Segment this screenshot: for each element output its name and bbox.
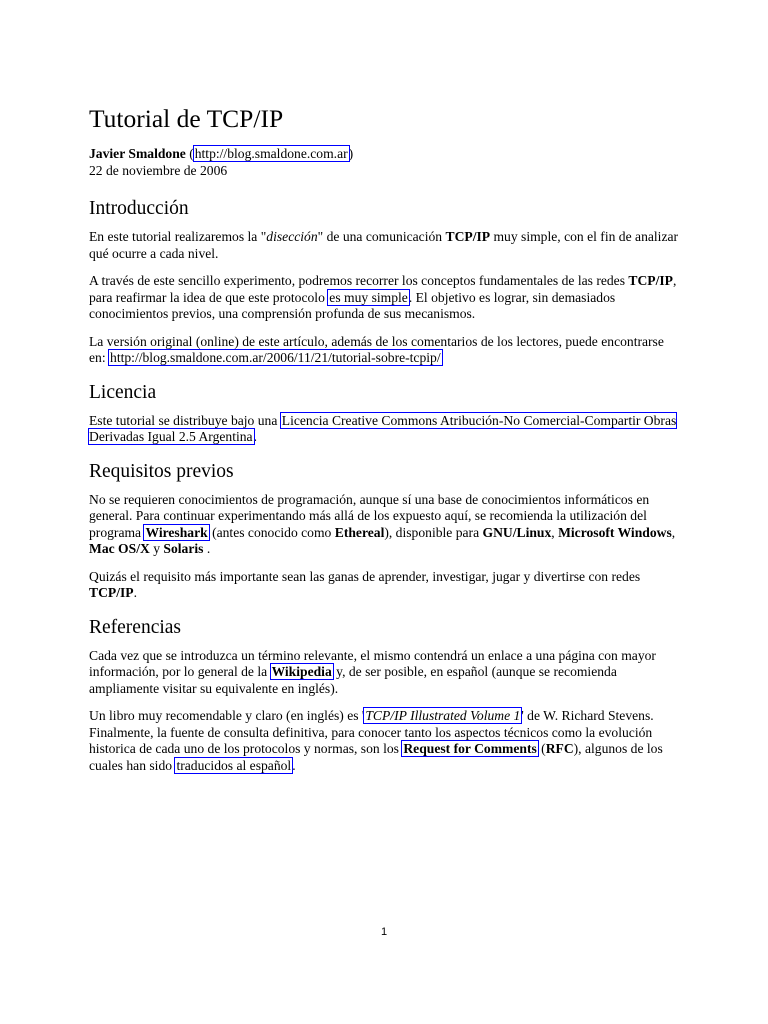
section-referencias xyxy=(89,616,679,775)
bold-solaris: Solaris xyxy=(163,541,204,556)
heading-introduccion: Introducción xyxy=(89,198,189,219)
page-number: 1 xyxy=(380,926,388,938)
text-run: . xyxy=(292,757,296,773)
text-run: , xyxy=(551,524,559,540)
es-muy-simple-link[interactable]: es muy simple xyxy=(329,289,408,305)
section-licencia xyxy=(89,381,679,446)
text-run: y, de ser posible, en español (aunque se recomienda ampliamente visitar su equivalente en inglés). xyxy=(89,664,617,696)
author-blog-link[interactable]: http://blog.smaldone.com.ar xyxy=(194,146,348,161)
bold-microsoft-windows: Microsoft Windows xyxy=(558,524,672,540)
text-run: , xyxy=(671,524,676,540)
intro-paragraph-3 xyxy=(89,334,679,367)
text-run: , para reafirmar la idea de que este protocolo xyxy=(89,273,677,305)
text-run: La versión original (online) de este artículo, además de los comentarios de los lectores, puede encontrarse en: xyxy=(89,333,664,365)
original-article-link[interactable]: http://blog.smaldone.com.ar/2006/11/21/tutorial-sobre-tcpip/ xyxy=(110,350,441,365)
heading-requisitos-previos: Requisitos previos xyxy=(89,460,234,482)
text-run: Este tutorial se distribuye bajo una xyxy=(89,412,281,428)
tcpip-illustrated-link-label: TCP/IP Illustrated Volume 1 xyxy=(365,708,521,723)
text-run: y xyxy=(149,541,164,556)
bold-tcpip: TCP/IP xyxy=(628,273,673,288)
author-open-paren: ( xyxy=(185,146,194,161)
author-close-paren: ) xyxy=(348,146,354,161)
wireshark-link[interactable] xyxy=(144,525,208,540)
wireshark-link-label: Wireshark xyxy=(145,524,208,540)
traducidos-al-espanol-link[interactable]: traducidos al español xyxy=(176,757,292,773)
heading-referencias: Referencias xyxy=(89,616,182,638)
request-for-comments-link[interactable] xyxy=(402,741,537,756)
text-run: ( xyxy=(537,741,546,756)
bold-rfc: RFC xyxy=(545,741,574,756)
text-run: ), disponible para xyxy=(384,524,483,540)
text-run: ' de W. Richard Stevens. Finalmente, la fuente de consulta definitiva, para conocer tanto los aspectos técnicos como la evolución historica de cada uno de los protocolos y normas, son los xyxy=(89,708,654,756)
requirements-paragraph-2 xyxy=(89,569,679,602)
text-run: . El objetivo es lograr, sin demasiados conocimientos previos, una comprensión profunda de sus mecanismos. xyxy=(89,289,616,321)
author-block xyxy=(89,146,679,179)
license-paragraph xyxy=(89,413,679,446)
section-requisitos-previos xyxy=(89,460,679,602)
author-name: Javier Smaldone xyxy=(89,146,186,161)
text-run: . xyxy=(203,541,211,556)
text-run: " de una comunicación xyxy=(317,229,446,244)
references-paragraph-1 xyxy=(89,648,679,698)
wikipedia-link[interactable] xyxy=(271,664,333,679)
text-run: No se requieren conocimientos de programación, aunque sí una base de conocimientos informáticos en general. Para continuar experimentando más allá de los expuesto aquí, se recomienda la utilización del programa xyxy=(89,491,650,540)
text-run: . xyxy=(133,585,137,600)
text-run: (antes conocido como xyxy=(208,524,335,540)
tcpip-illustrated-link[interactable] xyxy=(364,708,521,723)
text-run: muy simple, con el fin de analizar qué ocurre a cada nivel. xyxy=(89,229,679,261)
text-run: Un libro muy recomendable y claro (en inglés) es ' xyxy=(89,708,365,723)
intro-paragraph-1 xyxy=(89,229,679,262)
text-run: . xyxy=(253,429,257,444)
document-date: 22 de noviembre de 2006 xyxy=(89,162,228,178)
text-run: En este tutorial realizaremos la " xyxy=(89,229,267,244)
requirements-paragraph-1 xyxy=(89,492,679,558)
heading-licencia: Licencia xyxy=(89,381,157,403)
references-paragraph-2 xyxy=(89,708,679,774)
bold-mac-osx: Mac OS/X xyxy=(89,541,150,556)
wikipedia-link-label: Wikipedia xyxy=(271,664,332,679)
text-run: Quizás el requisito más importante sean las ganas de aprender, investigar, jugar y divertirse con redes xyxy=(89,568,641,584)
creative-commons-license-link[interactable]: Licencia Creative Commons Atribución-No Comercial-Compartir Obras Derivadas Igual 2.5 Argentina xyxy=(89,412,677,444)
document-page xyxy=(89,104,679,788)
text-run: A través de este sencillo experimento, podremos recorrer los conceptos fundamentales de las redes xyxy=(89,273,629,288)
section-introduccion xyxy=(89,197,679,367)
text-run: ), algunos de los cuales han sido xyxy=(89,741,663,773)
intro-paragraph-2 xyxy=(89,273,679,323)
request-for-comments-link-label: Request for Comments xyxy=(403,741,537,756)
bold-tcpip: TCP/IP xyxy=(89,585,134,600)
bold-gnu-linux: GNU/Linux xyxy=(482,524,552,540)
emphasis-diseccion: disección xyxy=(266,229,318,244)
bold-ethereal: Ethereal xyxy=(334,524,385,540)
bold-tcpip: TCP/IP xyxy=(445,229,491,244)
text-run: Cada vez que se introduzca un término relevante, el mismo contendrá un enlace a una página con mayor información, por lo general de la xyxy=(89,647,656,679)
document-title: Tutorial de TCP/IP xyxy=(89,104,284,133)
